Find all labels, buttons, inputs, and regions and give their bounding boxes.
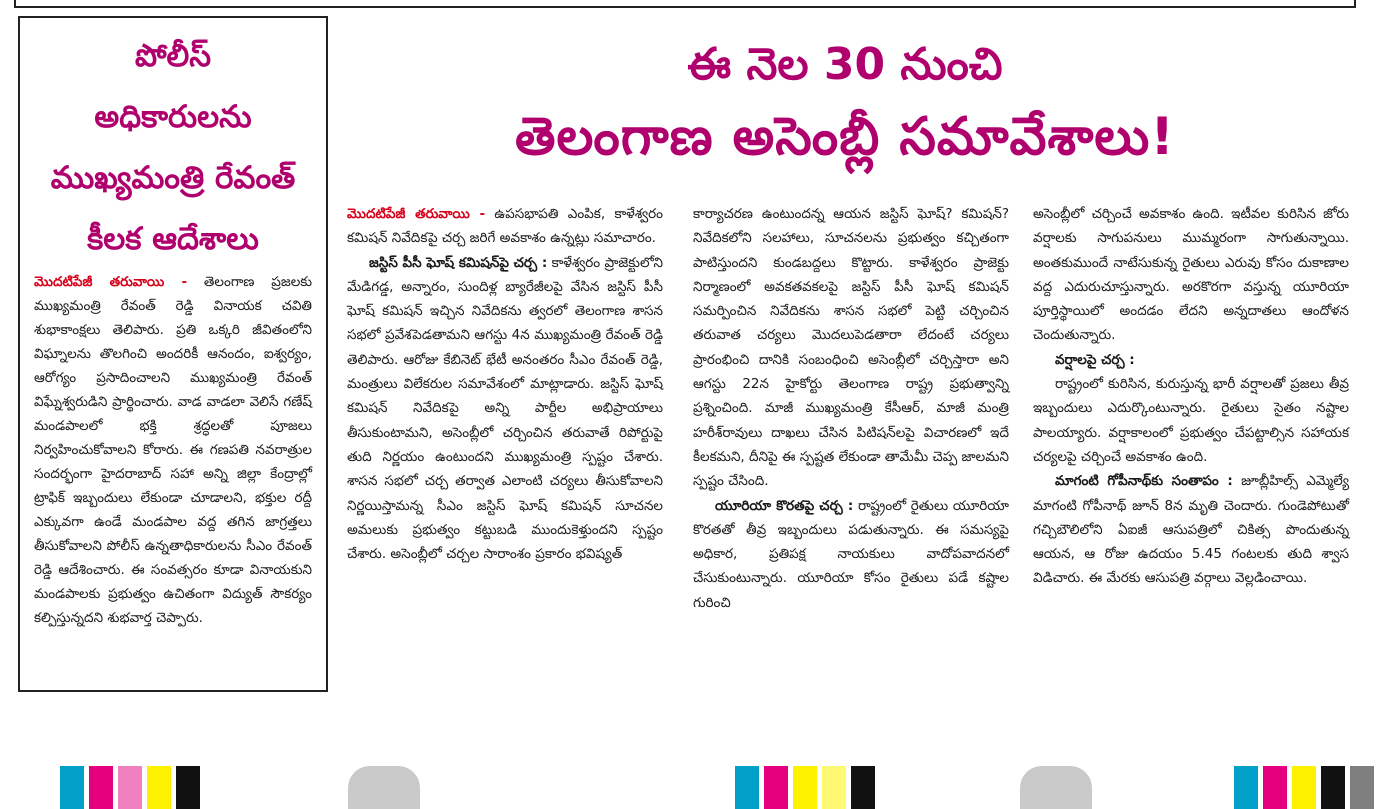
sidebar-headline-line: అధికారులను bbox=[94, 99, 252, 135]
col3-paragraph-1: అసెంబ్లీలో చర్చించే అవకాశం ఉంది. ఇటీవల కురిసిన జోరు వర్షాలకు సాగుపనులు ముమ్మరంగా సాగుతున్నాయి. అంతకుముందే నాటేసుకున్న రైతులు ఎరువు కోసం దుకాణాల వద్ద ఎదురుచూస్తున్నారు. అరకొరగా వస్తున్న యూరియా పూర్తిస్థాయిలో అందడం లేదని అన్నదాతలు ఆందోళన చెందుతున్నారు. bbox=[1033, 206, 1349, 344]
col3-subhead-2: మాగంటి గోపీనాథ్‌కు సంతాపం : bbox=[1055, 473, 1233, 490]
color-swatch bbox=[1321, 766, 1345, 809]
color-swatch bbox=[793, 766, 817, 809]
registration-oval bbox=[348, 766, 420, 809]
main-kicker: ఈ నెల 30 నుంచి bbox=[687, 39, 1003, 90]
color-swatch bbox=[1263, 766, 1287, 809]
color-swatch bbox=[60, 766, 84, 809]
color-swatch bbox=[1350, 766, 1374, 809]
color-swatch bbox=[764, 766, 788, 809]
color-swatch bbox=[89, 766, 113, 809]
sidebar-body-text: తెలంగాణ ప్రజలకు ముఖ్యమంత్రి రేవంత్ రెడ్డి వినాయక చవితి శుభాకాంక్షలు తెలిపారు. ప్రతి ఒక్కరి జీవితంలోని విఘ్నాలను తొలగించి అందరికీ ఆనందం, ఐశ్వర్యం, ఆరోగ్యం ప్రసాదించాలని ముఖ్యమంత్రి రేవంత్ విఘ్నేశ్వరుడిని ప్రార్థించారు. వాడ వాడలా వెలిసే గణేష్ మండపాలలో భక్తి శ్రద్ధలతో పూజలు నిర్వహించుకోవాలని కోరారు. ఈ గణపతి నవరాత్రుల సందర్భంగా హైదరాబాద్ సహా అన్ని జిల్లా కేంద్రాల్లో ట్రాఫిక్ ఇబ్బందులు లేకుండా చూడాలని, భక్తుల రద్దీ ఎక్కువగా ఉండే మండపాల వద్ద తగిన జాగ్రత్తలు తీసుకోవాలని పోలీస్ ఉన్నతాధికారులను సీఎం రేవంత్ రెడ్డి ఆదేశించారు. ఈ సంవత్సరం కూడా వినాయకుని మండపాలకు ప్రభుత్వం ఉచితంగా విద్యుత్ సౌకర్యం కల్పిస్తున్నదని శుభవార్త చెప్పారు. bbox=[34, 274, 312, 626]
sidebar-article bbox=[18, 16, 328, 692]
main-headline: తెలంగాణ అసెంబ్లీ సమావేశాలు! bbox=[515, 107, 1175, 167]
col3-paragraph-3: జూబ్లీహిల్స్ ఎమ్మెల్యే మాగంటి గోపీనాథ్ జూన్ 8న మృతి చెందారు. గుండెపోటుతో గచ్చిబౌలిలోని ఏఐజీ ఆసుపత్రిలో చికిత్స పొందుతున్న ఆయన, ఆ రోజు ఉదయం 5.45 గంటలకు తుది శ్వాస విడిచారు. ఈ మేరకు ఆసుపత్రి వర్గాలు వెల్లడించాయి. bbox=[1033, 473, 1350, 587]
col1-lead: మొదటిపేజీ తరువాయి - bbox=[347, 206, 486, 222]
color-swatch bbox=[1234, 766, 1258, 809]
col3-subhead-1: వర్షాలపై చర్చ : bbox=[1055, 351, 1135, 368]
color-swatch bbox=[147, 766, 171, 809]
color-swatch bbox=[851, 766, 875, 809]
col2-subhead: యూరియా కొరతపై చర్చ : bbox=[715, 497, 854, 514]
article-column-2 bbox=[693, 202, 1009, 615]
col1-paragraph-1: ఉపసభాపతి ఎంపిక, కాళేశ్వరం కమిషన్ నివేదికపై చర్చ జరిగే అవకాశం ఉన్నట్లు సమాచారం. bbox=[347, 206, 663, 247]
registration-oval bbox=[1020, 766, 1092, 809]
color-swatch bbox=[822, 766, 846, 809]
color-swatch bbox=[1292, 766, 1316, 809]
sidebar-lead: మొదటిపేజీ తరువాయి - bbox=[34, 274, 188, 290]
top-border-rule bbox=[14, 0, 1356, 8]
col2-paragraph-1: కార్యాచరణ ఉంటుందన్న ఆయన జస్టిస్ ఘోష్? కమిషన్? నివేదికలోని సలహాలు, సూచనలను ప్రభుత్వం కచ్చితంగా పాటిస్తుందని కుండబద్దలు కొట్టారు. కాళేశ్వరం ప్రాజెక్టు నిర్మాణంలో అవకతవకలపై జస్టిస్ పీసీ ఘోష్ కమిషన్ సమర్పించిన నివేదికను శాసన సభలో పెట్టి చర్చించిన తరువాత చర్యలు మొదలుపెడతారా లేదంటే చర్యలు ప్రారంభించి దానికి సంబంధించి అసెంబ్లీలో చర్చిస్తారా అని ఆగస్టు 22న హైకోర్టు తెలంగాణ రాష్ట్ర ప్రభుత్వాన్ని ప్రశ్నించింది. మాజీ ముఖ్యమంత్రి కేసీఆర్, మాజీ మంత్రి హరీశ్‌రావులు దాఖలు చేసిన పిటిషన్‌లపై విచారణలో ఇదే కీలకమని, దీనిపై ఈ స్పష్టత లేకుండా తామేమీ చెప్ప జాలమని స్పష్టం చేసింది. bbox=[693, 206, 1009, 490]
article-column-3 bbox=[1033, 202, 1349, 591]
color-swatch bbox=[118, 766, 142, 809]
sidebar-body bbox=[34, 270, 312, 630]
sidebar-headline-line: పోలీస్ bbox=[134, 38, 212, 74]
sidebar-headline-line: కీలక ఆదేశాలు bbox=[87, 221, 259, 257]
col2-paragraph-2: రాష్ట్రంలో రైతులు యూరియా కొరతతో తీవ్ర ఇబ్బందులు పడుతున్నారు. ఈ సమస్యపై అధికార, ప్రతిపక్ష నాయకులు వాదోపవాదనలో చేసుకుంటున్నారు. యూరియా కోసం రైతులు పడే కష్టాల గురించి bbox=[693, 497, 1010, 611]
article-column-1 bbox=[347, 202, 663, 566]
color-swatch bbox=[176, 766, 200, 809]
color-swatch bbox=[735, 766, 759, 809]
col1-paragraph-2: కాళేశ్వరం ప్రాజెక్టులోని మేడిగడ్డ, అన్నారం, సుందిళ్ల బ్యారేజీలపై వేసిన జస్టిస్ పీసీ ఘోష్ కమిషన్ ఇచ్చిన నివేదికను త్వరలో తెలంగాణ శాసన సభలో ప్రవేశపెడతామని ఆగస్టు 4న ముఖ్యమంత్రి రేవంత్ రెడ్డి తెలిపారు. ఆరోజు కేబినెట్ భేటీ అనంతరం సీఎం రేవంత్ రెడ్డి, మంత్రులు విలేకరుల సమావేశంలో మాట్లాడారు. జస్టిస్ ఘోష్ కమిషన్ నివేదికపై అన్ని పార్టీల అభిప్రాయాలు తీసుకుంటామని, అసెంబ్లీలో చర్చించిన తరువాతే రిపోర్టుపై తుది నిర్ణయం ఉంటుందని ముఖ్యమంత్రి స్పష్టం చేశారు. శాసన సభలో చర్చ తర్వాత ఎలాంటి చర్యలు తీసుకోవాలని నిర్ణయిస్తామన్న సీఎం జస్టిస్ ఘోష్ కమిషన్ సూచనల అమలుకు ప్రభుత్వం కట్టుబడి ముందుకెళ్తుందని స్పష్టం చేశారు. అసెంబ్లీలో చర్చల సారాంశం ప్రకారం భవిష్యత్ bbox=[347, 254, 663, 563]
col3-paragraph-2: రాష్ట్రంలో కురిసిన, కురుస్తున్న భారీ వర్షాలతో ప్రజలు తీవ్ర ఇబ్బందులు ఎదుర్కొంటున్నారు. రైతులు సైతం నష్టాల పాలయ్యారు. వర్షాకాలంలో ప్రభుత్వం చేపట్టాల్సిన సహాయక చర్యలపై చర్చించే అవకాశం ఉంది. bbox=[1033, 376, 1349, 465]
col1-subhead: జస్టిస్ పీసీ ఘోష్ కమిషన్‌పై చర్చ : bbox=[369, 254, 548, 271]
sidebar-headline-line: ముఖ్యమంత్రి రేవంత్ bbox=[50, 160, 296, 196]
